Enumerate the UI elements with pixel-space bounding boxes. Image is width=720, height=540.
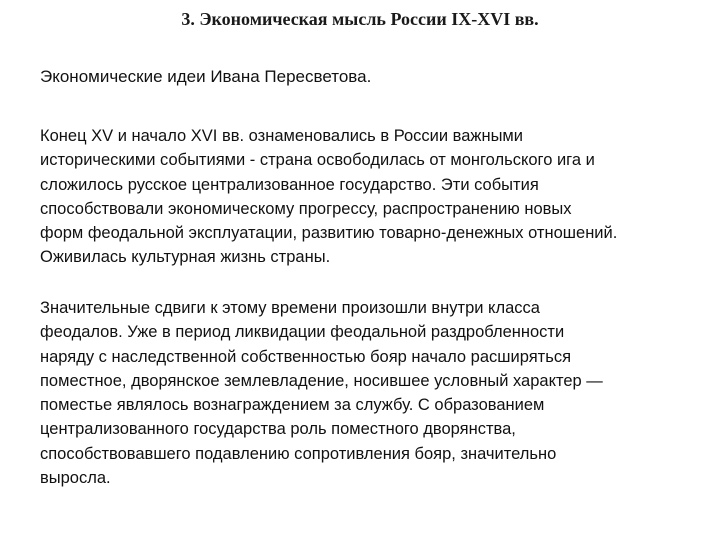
- paragraph-line: способствовали экономическому прогрессу, распространению новых: [40, 199, 572, 218]
- paragraph-line: Конец XV и начало XVI вв. ознаменовались в России важными: [40, 127, 523, 145]
- paragraph-line: централизованного государства роль поместного дворянства,: [40, 420, 516, 439]
- paragraph-line: поместное, дворянское землевладение, носившее условный характер —: [40, 371, 603, 390]
- slide-subtitle: Экономические идеи Ивана Пересветова.: [40, 67, 372, 86]
- paragraph-line: феодалов. Уже в период ликвидации феодальной раздробленности: [40, 323, 565, 342]
- paragraph-line: Оживилась культурная жизнь страны.: [40, 248, 331, 267]
- paragraph-line: Значительные сдвиги к этому времени произошли внутри класса: [40, 299, 540, 317]
- paragraph-line: наряду с наследственной собственностью бояр начало расширяться: [40, 347, 572, 366]
- paragraph-line: форм феодальной эксплуатации, развитию товарно-денежных отношений.: [40, 224, 618, 243]
- paragraph-line: историческими событиями - страна освободилась от монгольского ига и: [40, 151, 595, 170]
- slide-title: 3. Экономическая мысль России IX-XVI вв.: [181, 9, 539, 29]
- paragraph-1: [40, 124, 705, 270]
- paragraph-line: сложилось русское централизованное государство. Эти события: [40, 175, 539, 194]
- paragraph-line: выросла.: [40, 469, 111, 488]
- paragraph-2: [40, 296, 705, 490]
- paragraph-line: способствовавшего подавлению сопротивления бояр, значительно: [40, 444, 557, 463]
- paragraph-line: поместье являлось вознаграждением за службу. С образованием: [40, 396, 545, 415]
